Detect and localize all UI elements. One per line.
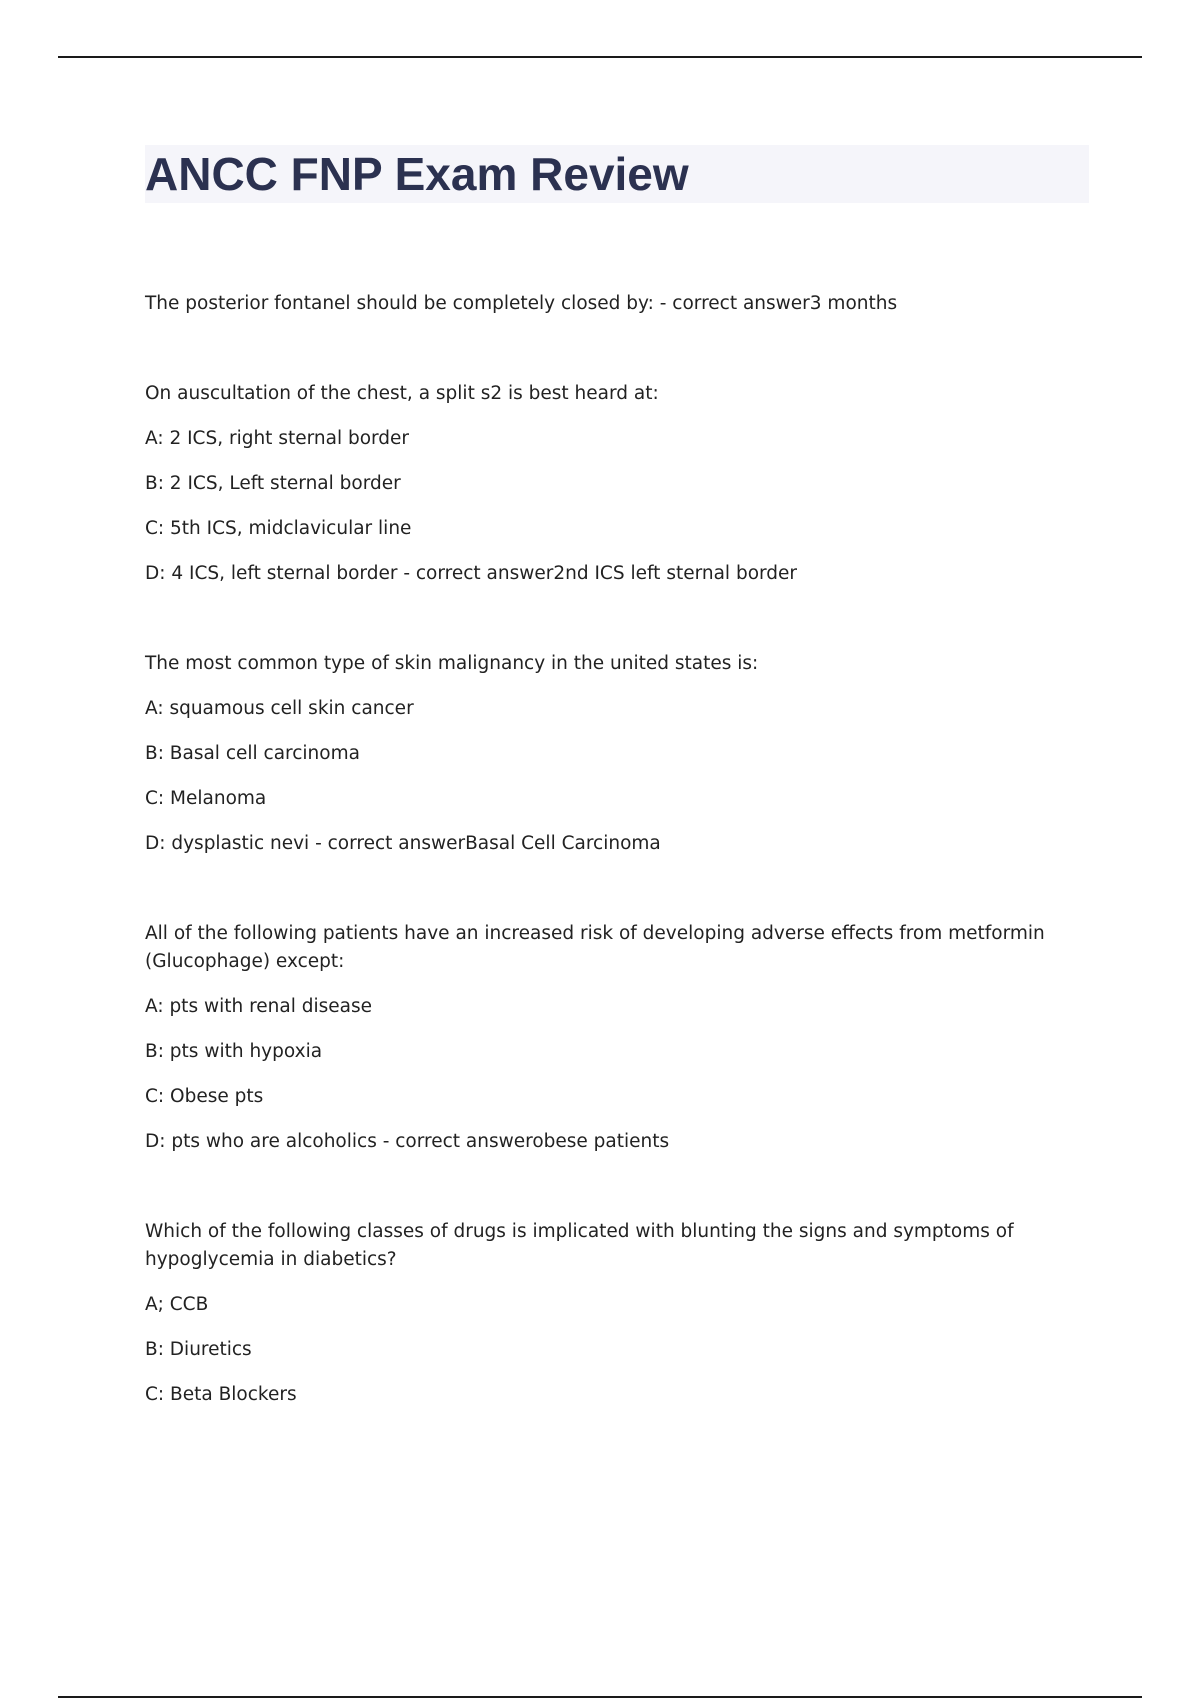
answer-option: B: Basal cell carcinoma: [145, 743, 360, 764]
question-text: All of the following patients have an increased risk of developing adverse effects from metformin (Glucophage) except:: [145, 923, 1045, 972]
answer-option: D: dysplastic nevi - correct answerBasal Cell Carcinoma: [145, 833, 661, 854]
top-rule: [58, 56, 1142, 58]
answer-option: C: Melanoma: [145, 788, 267, 809]
answer-option: B: pts with hypoxia: [145, 1041, 323, 1062]
answer-option: A: 2 ICS, right sternal border: [145, 428, 410, 449]
document-title: ANCC FNP Exam Review: [145, 148, 689, 200]
answer-option: C: Obese pts: [145, 1086, 264, 1107]
question-text: The posterior fontanel should be completely closed by: - correct answer3 months: [145, 293, 898, 314]
question-block: [145, 380, 1045, 588]
question-block: [145, 920, 1045, 1156]
question-text: On auscultation of the chest, a split s2 is best heard at:: [145, 383, 659, 404]
answer-option: C: 5th ICS, midclavicular line: [145, 518, 412, 539]
answer-option: D: 4 ICS, left sternal border - correct answer2nd ICS left sternal border: [145, 563, 798, 584]
question-block: [145, 1218, 1045, 1409]
document-body: [145, 290, 1045, 1471]
answer-option: A: squamous cell skin cancer: [145, 698, 414, 719]
answer-option: B: Diuretics: [145, 1339, 252, 1360]
bottom-rule: [58, 1696, 1142, 1698]
question-block: [145, 290, 1045, 318]
answer-option: D: pts who are alcoholics - correct answerobese patients: [145, 1131, 670, 1152]
question-text: The most common type of skin malignancy in the united states is:: [145, 653, 759, 674]
answer-option: A; CCB: [145, 1294, 209, 1315]
answer-option: A: pts with renal disease: [145, 996, 373, 1017]
answer-option: C: Beta Blockers: [145, 1384, 297, 1405]
question-block: [145, 650, 1045, 858]
answer-option: B: 2 ICS, Left sternal border: [145, 473, 401, 494]
question-text: Which of the following classes of drugs is implicated with blunting the signs and symptoms of hypoglycemia in diabetics?: [145, 1221, 1014, 1270]
